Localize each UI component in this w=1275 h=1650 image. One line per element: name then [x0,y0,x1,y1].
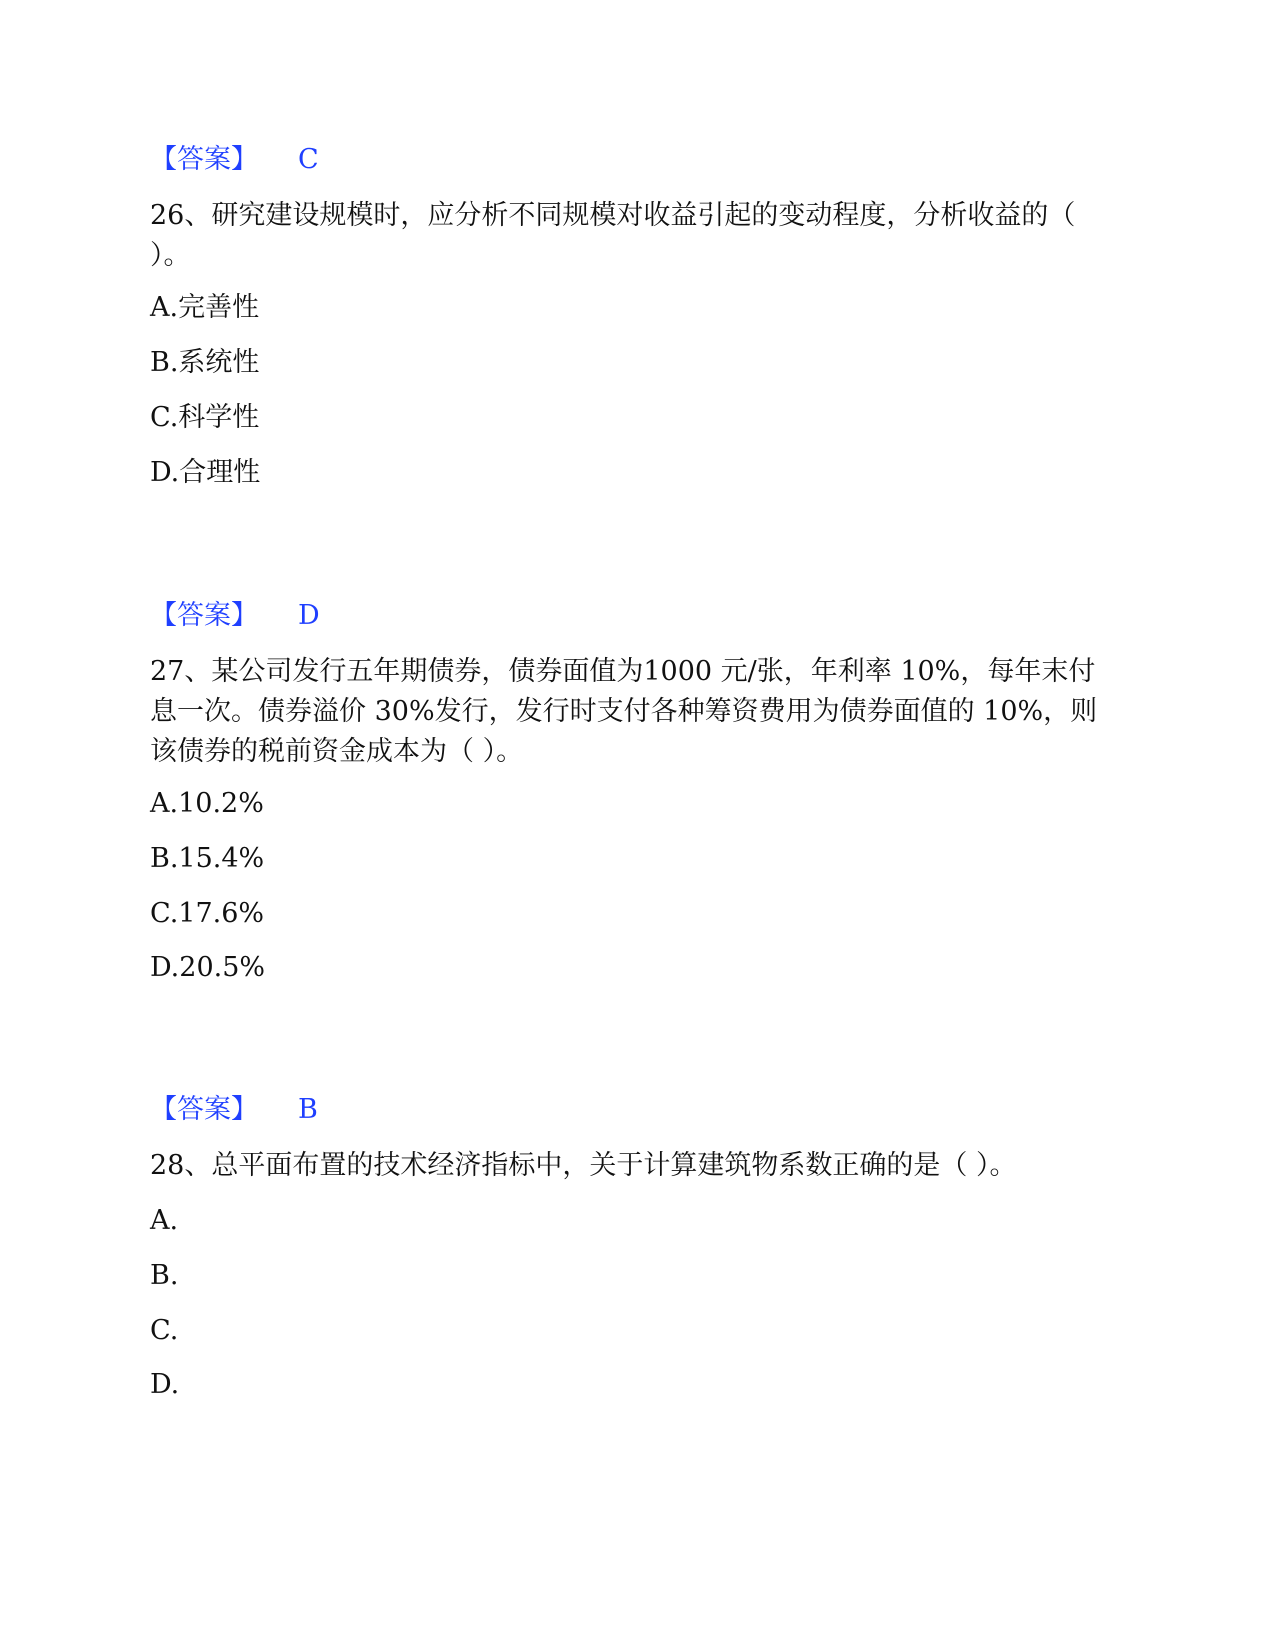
question-27-option-a: A.10.2% [150,788,264,819]
question-26-option-c: C.科学性 [150,402,260,433]
answer-line [150,599,320,633]
question-28-option-a: A. [150,1205,179,1236]
question-27-text: 27、某公司发行五年期债券，债券面值为1000 元/张，年利率 10%，每年末付息一次。债券溢价 30%发行，发行时支付各种筹资费用为债券面值的 10%，则该债券的税前资金成本为（ ）。 [150,656,1098,767]
answer-value: C [298,144,319,175]
answer-value: B [298,1094,318,1125]
answer-label: 【答案】 [150,600,258,631]
question-28-text: 28、总平面布置的技术经济指标中，关于计算建筑物系数正确的是（ ）。 [150,1150,1017,1181]
answer-line [150,143,319,177]
answer-value: D [298,600,320,631]
question-26-text: 26、研究建设规模时，应分析不同规模对收益引起的变动程度，分析收益的（ ）。 [150,200,1076,271]
question-28-option-b: B. [150,1260,179,1291]
question-26-option-b: B.系统性 [150,347,260,378]
answer-line [150,1093,318,1127]
answer-label: 【答案】 [150,1094,258,1125]
question-28-option-d: D. [150,1369,180,1400]
question-26-option-d: D.合理性 [150,457,261,488]
question-27-option-c: C.17.6% [150,898,265,929]
question-26-option-a: A.完善性 [150,292,260,323]
question-27-option-b: B.15.4% [150,843,265,874]
question-28-option-c: C. [150,1315,179,1346]
answer-label: 【答案】 [150,144,258,175]
question-27-option-d: D.20.5% [150,952,266,983]
